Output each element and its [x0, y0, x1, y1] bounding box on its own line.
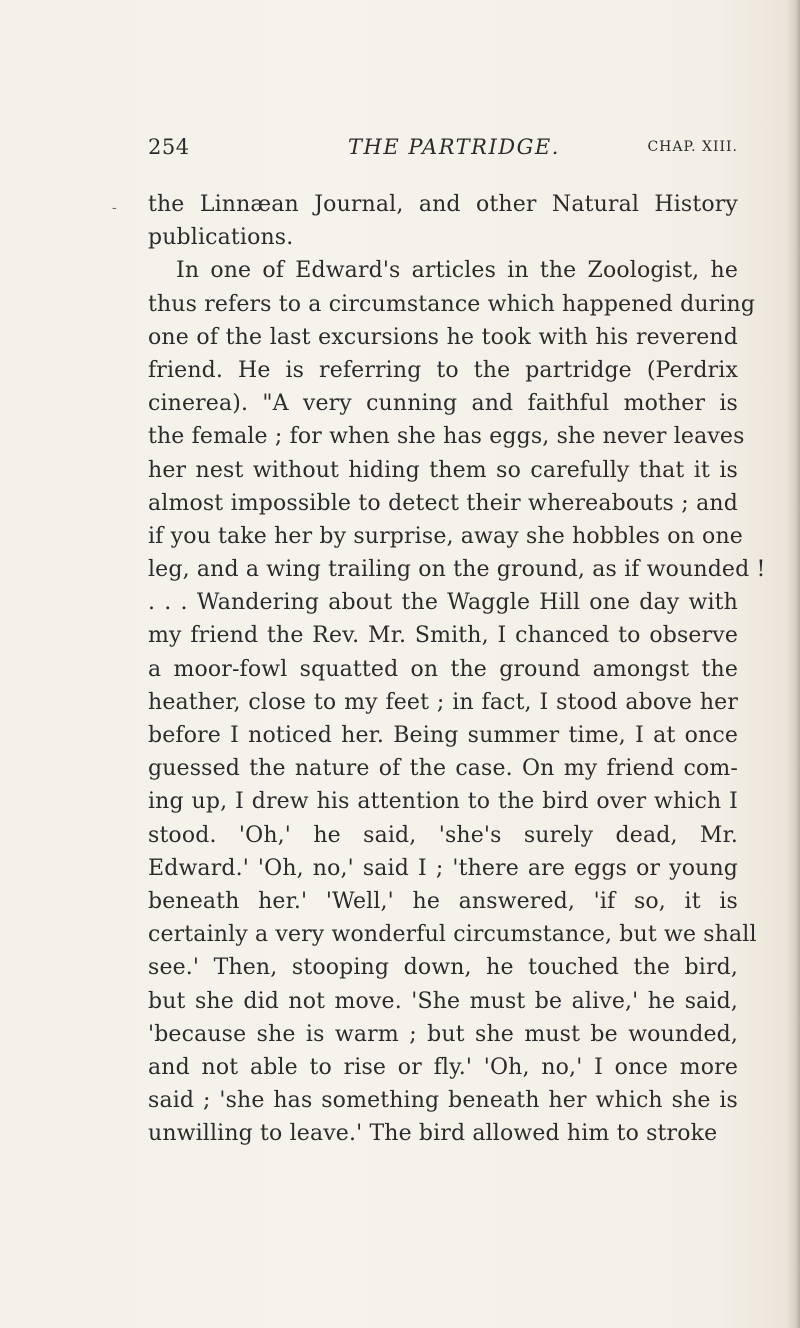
text-line: one of the last excursions he took with his reverend: [148, 324, 738, 350]
text-line: leg, and a wing trailing on the ground, as if wounded !: [148, 557, 766, 583]
text-line: the female ; for when she has eggs, she never leaves: [148, 424, 745, 450]
page-edge-shadow: [786, 0, 800, 1328]
text-line: thus refers to a circumstance which happened during: [148, 291, 756, 317]
text-line: before I noticed her. Being summer time, I at once: [148, 723, 738, 748]
text-line: guessed the nature of the case. On my friend com-: [148, 756, 738, 782]
body-text: [148, 188, 766, 1150]
text-line: almost impossible to detect their whereabouts ; and: [148, 490, 738, 516]
text-line: see.' Then, stooping down, he touched the bird,: [148, 955, 738, 981]
text-line: unwilling to leave.' The bird allowed him to stroke: [148, 1121, 718, 1147]
text-line: her nest without hiding them so carefully that it is: [148, 457, 738, 483]
chapter-label: CHAP. XIII.: [647, 139, 738, 155]
text-line: ing up, I drew his attention to the bird over which I: [148, 789, 738, 815]
text-line: and not able to rise or fly.' 'Oh, no,' I once more: [148, 1054, 738, 1080]
margin-mark: -: [112, 200, 117, 216]
text-line: . . . Wandering about the Waggle Hill one day with: [148, 590, 738, 616]
page-header: [148, 135, 738, 165]
text-line: if you take her by surprise, away she hobbles on one: [148, 523, 743, 549]
text-line: stood. 'Oh,' he said, 'she's surely dead, Mr.: [148, 822, 738, 848]
text-line: friend. He is referring to the partridge (Perdrix: [148, 357, 738, 383]
text-line: Edward.' 'Oh, no,' said I ; 'there are eggs or young: [148, 855, 738, 881]
text-line: beneath her.' 'Well,' he answered, 'if so, it is: [148, 888, 738, 914]
page-number: 254: [148, 135, 190, 159]
text-line: certainly a very wonderful circumstance, but we shall: [148, 922, 757, 948]
text-line: but she did not move. 'She must be alive,' he said,: [148, 988, 738, 1014]
running-title: THE PARTRIDGE.: [348, 135, 560, 159]
text-line: publications.: [148, 225, 294, 251]
text-line: said ; 'she has something beneath her which she is: [148, 1088, 738, 1114]
text-line: heather, close to my feet ; in fact, I stood above her: [148, 689, 738, 715]
text-line: In one of Edward's articles in the Zoologist, he: [176, 258, 738, 284]
text-line: cinerea). "A very cunning and faithful mother is: [148, 391, 738, 417]
text-line: a moor-fowl squatted on the ground amongst the: [148, 656, 738, 682]
text-line: my friend the Rev. Mr. Smith, I chanced to observe: [148, 623, 738, 649]
text-line: 'because she is warm ; but she must be wounded,: [148, 1021, 738, 1047]
text-line: the Linnæan Journal, and other Natural History: [148, 192, 738, 217]
